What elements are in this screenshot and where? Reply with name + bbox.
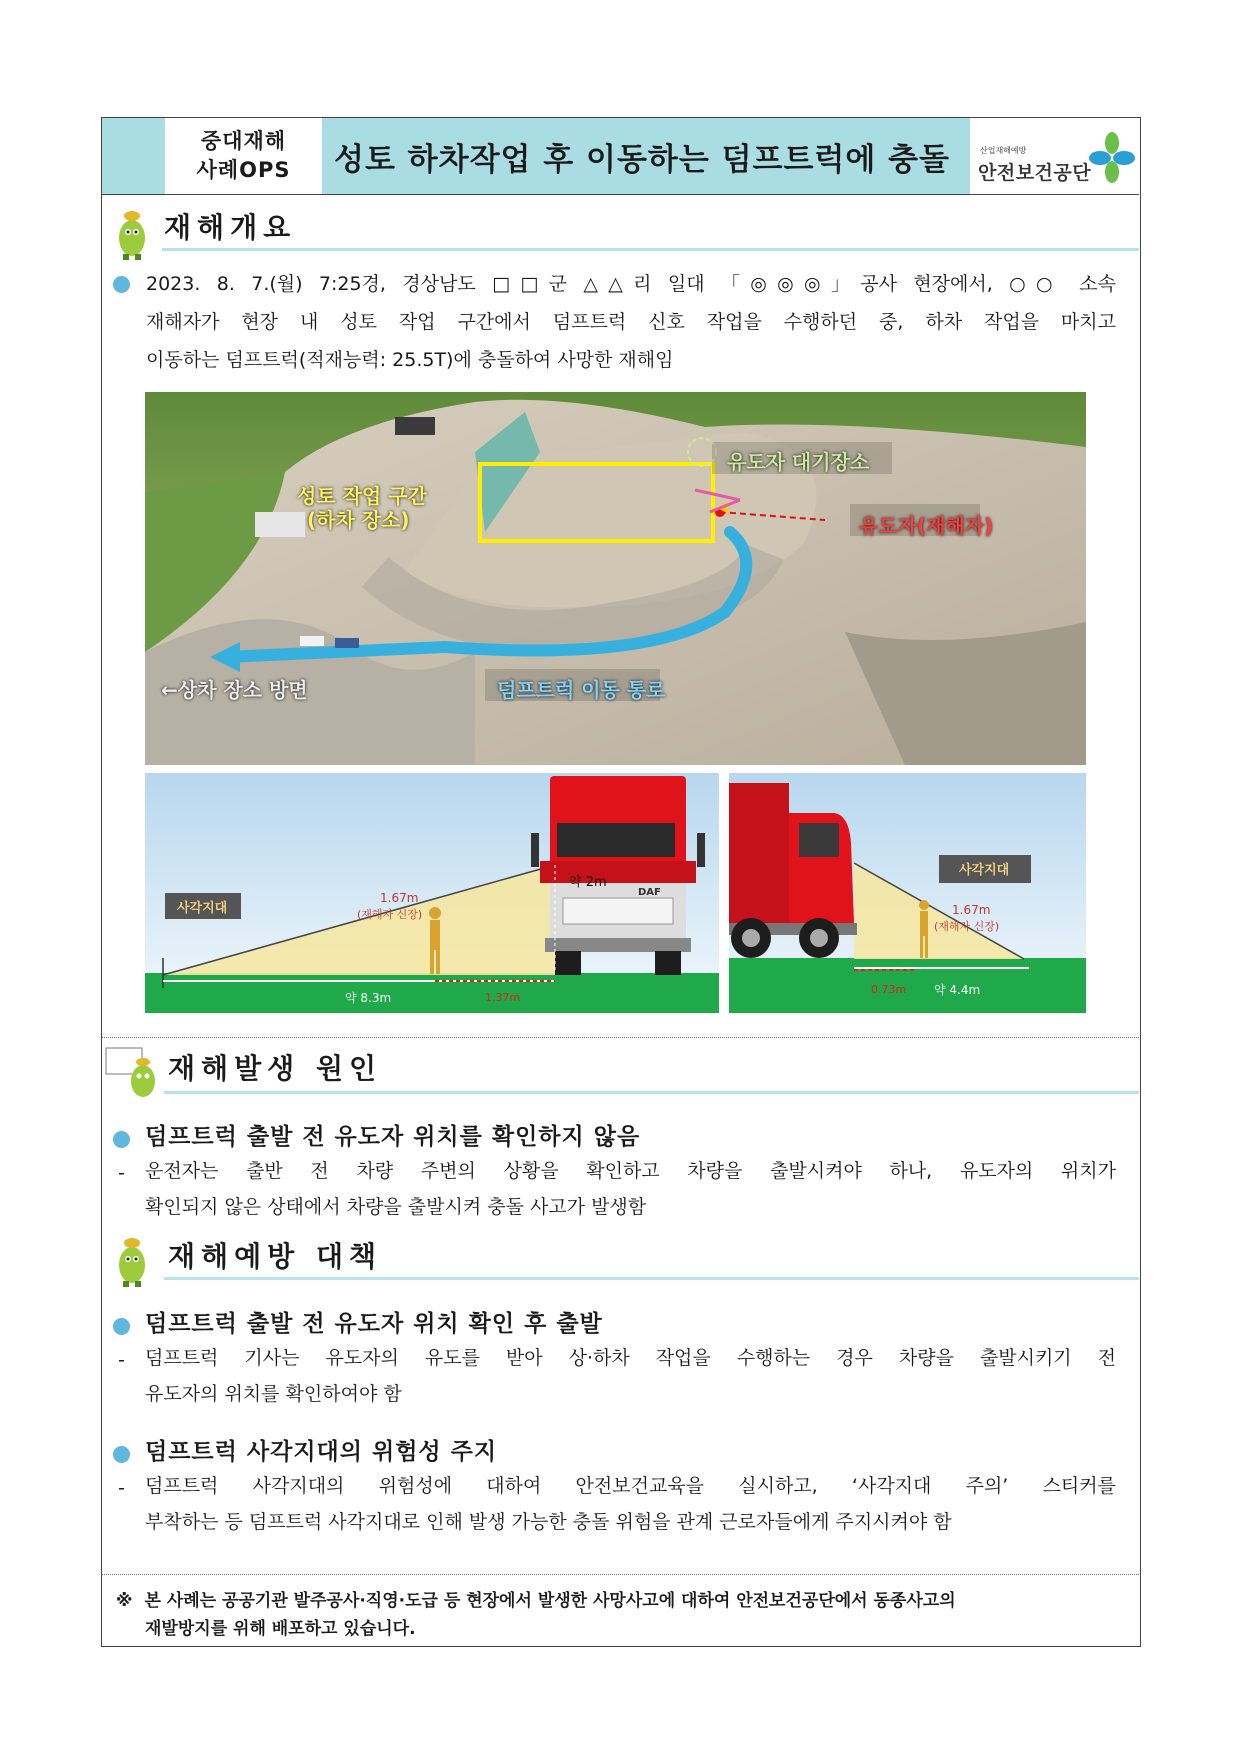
section-divider: [102, 1037, 1139, 1038]
cause-line2: 확인되지 않은 상태에서 차량을 출발시켜 충돌 사고가 발생함: [145, 1196, 647, 1218]
cause-line1: 운전자는 출반 전 차량 주변의 상황을 확인하고 차량을 출발시켜야 하나, 유도자의 위치가: [145, 1160, 1116, 1182]
header-tag: [165, 118, 322, 194]
section-title-cause: 재해발생 원인: [168, 1052, 383, 1085]
footnote-line1: 본 사례는 공공기관 발주공사·직영·도급 등 현장에서 발생한 사망사고에 대하여 안전보건공단에서 동종사고의: [144, 1591, 956, 1611]
label-direction: ←상차 장소 방면: [161, 678, 308, 702]
kosha-cross-icon: [1088, 130, 1136, 184]
height-label: 1.67m: [380, 891, 419, 905]
truck-front: [531, 776, 705, 975]
label-work-zone-sub: (하차 장소): [307, 508, 410, 532]
blindspot-label: 사각지대: [177, 901, 228, 916]
mascot-icon: [114, 208, 150, 260]
bullet-icon: [113, 1318, 130, 1335]
truck-brand-label: DAF: [638, 887, 661, 898]
label-wait-area: 유도자 대기장소: [727, 450, 870, 474]
label-work-zone: 성토 작업 구간: [297, 484, 427, 508]
dash-marker: -: [118, 1162, 125, 1184]
side-blindspot-diagram: [729, 773, 1086, 1013]
page-title: 성토 하차작업 후 이동하는 덤프트럭에 충돌: [322, 118, 970, 194]
header-tag-line2: 사례OPS: [196, 158, 291, 182]
header-color-block: [102, 118, 165, 194]
bullet-icon: [113, 276, 130, 293]
front-blindspot-diagram: [145, 773, 719, 1013]
label-route: 덤프트럭 이동 통로: [497, 678, 666, 702]
prevention-2-line1: 덤프트럭 사각지대의 위험성에 대하여 안전보건교육을 실시하고, ‘사각지대 주의’ 스티커를: [145, 1475, 1116, 1497]
footnote-mark: ※: [116, 1591, 133, 1611]
prevention-heading-2: 덤프트럭 사각지대의 위험성 주지: [145, 1439, 498, 1465]
kosha-logo: [970, 118, 1139, 194]
distance-near-label: 1.37m: [485, 991, 521, 1004]
aerial-site-photo: [145, 392, 1086, 765]
prevention-2-line2: 부착하는 등 덤프트럭 사각지대로 인해 발생 가능한 충돌 위험을 관계 근로자들에게 주지시켜야 함: [145, 1511, 952, 1533]
height-label: 1.67m: [952, 903, 991, 917]
bullet-icon: [113, 1446, 130, 1463]
overview-line1: 2023. 8. 7.(월) 7:25경, 경상남도 □□군 △△리 일대 「◎◎◎」공사 현장에서, ○○ 소속: [146, 273, 1116, 295]
section-title-prevention: 재해예방 대책: [168, 1240, 383, 1273]
mascot-icon: [114, 1235, 150, 1287]
prevention-heading-1: 덤프트럭 출발 전 유도자 위치 확인 후 출발: [145, 1311, 603, 1337]
distance-total-label: 약 8.3m: [345, 991, 392, 1005]
section-underline: [164, 1091, 1139, 1094]
section-underline: [162, 248, 1139, 251]
height-sub-label: (재해자 신장): [934, 920, 1000, 933]
cause-heading: 덤프트럭 출발 전 유도자 위치를 확인하지 않음: [145, 1124, 641, 1150]
height-sub-label: (재해자 신장): [357, 908, 423, 921]
logo-main-text: 안전보건공단: [978, 162, 1092, 184]
truck-height-label: 약 2m: [569, 875, 607, 890]
prevention-1-line1: 덤프트럭 기사는 유도자의 유도를 받아 상·하차 작업을 수행하는 경우 차량을 출발시키기 전: [145, 1347, 1116, 1369]
overview-line3: 이동하는 덤프트럭(적재능력: 25.5T)에 충돌하여 사망한 재해임: [146, 349, 674, 371]
footnote: [116, 1587, 1126, 1643]
bullet-icon: [113, 1131, 130, 1148]
prevention-1-line2: 유도자의 위치를 확인하여야 함: [145, 1383, 402, 1405]
footnote-divider: [102, 1574, 1139, 1575]
distance-near-label: 0.73m: [871, 983, 907, 996]
footnote-line2: 재발방지를 위해 배포하고 있습니다.: [145, 1619, 416, 1639]
mascot-board-icon: [105, 1047, 165, 1102]
header-bar: [102, 118, 1139, 195]
logo-small-text: 산업재해예방: [980, 146, 1027, 155]
section-underline: [164, 1277, 1139, 1280]
blindspot-label: 사각지대: [959, 863, 1010, 878]
overview-line2: 재해자가 현장 내 성토 작업 구간에서 덤프트럭 신호 작업을 수행하던 중, 하차 작업을 마치고: [146, 311, 1116, 333]
header-tag-line1: 중대재해: [200, 129, 287, 153]
dash-marker: -: [118, 1477, 125, 1499]
label-victim: 유도자(재해자): [859, 514, 994, 538]
dash-marker: -: [118, 1349, 125, 1371]
distance-total-label: 약 4.4m: [934, 983, 981, 997]
section-title-overview: 재해개요: [164, 211, 297, 244]
